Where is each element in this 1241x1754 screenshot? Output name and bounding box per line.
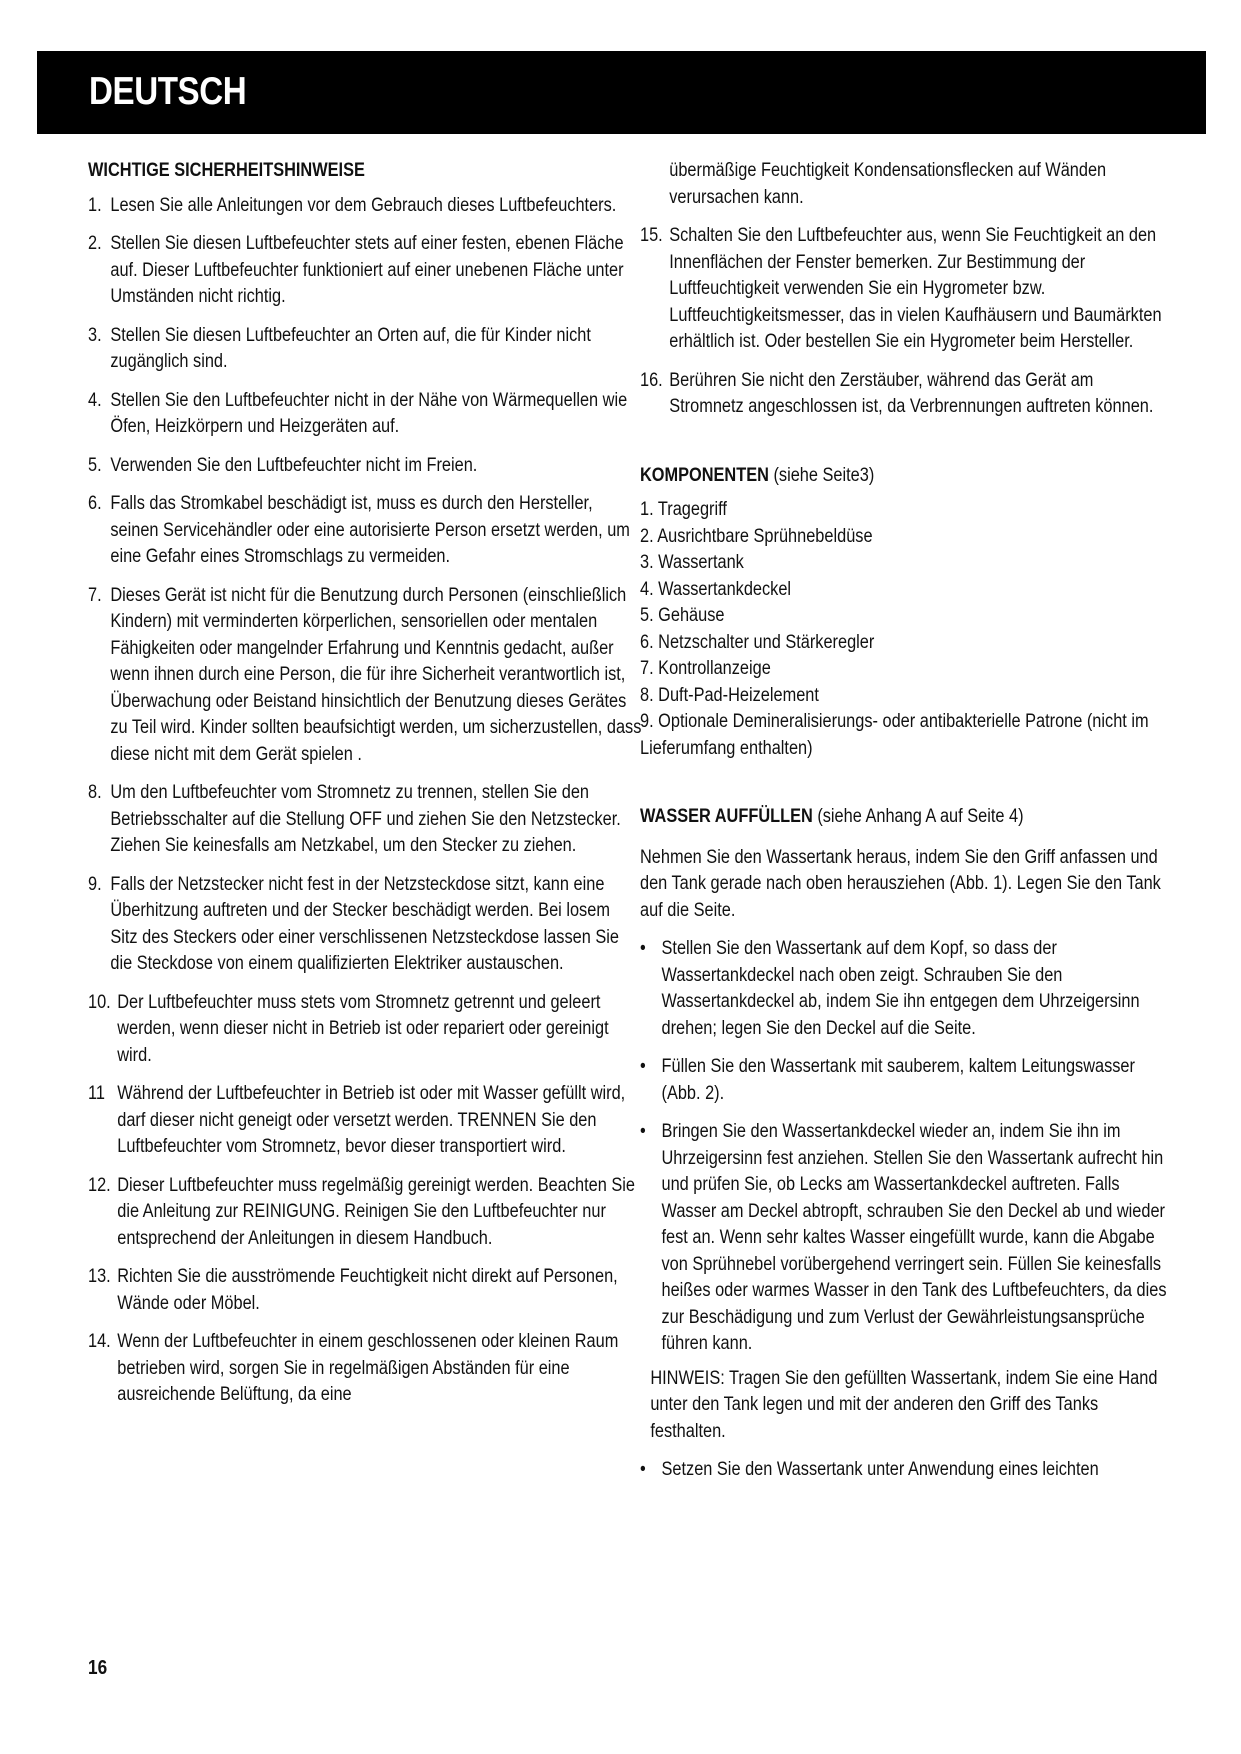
- list-item: [640, 368, 1169, 421]
- water-bullets-continued: [640, 1457, 1169, 1484]
- list-item: [88, 388, 642, 441]
- safety-list: [88, 193, 642, 1409]
- water-intro: Nehmen Sie den Wassertank heraus, indem Sie den Griff anfassen und den Tank gerade nach oben herausziehen (Abb. 1). Legen Sie den Tank auf die Seite.: [640, 846, 1161, 921]
- item-number: 9.: [88, 873, 102, 895]
- list-item: 6. Netzschalter und Stärkeregler: [640, 631, 875, 653]
- components-title: KOMPONENTEN: [640, 464, 769, 486]
- list-item: [88, 872, 642, 978]
- list-item-continued: [640, 158, 1169, 211]
- item-number: 11: [88, 1083, 105, 1104]
- list-item: 8. Duft-Pad-Heizelement: [640, 684, 819, 706]
- list-item: [640, 1119, 1169, 1358]
- item-text: Richten Sie die ausströmende Feuchtigkeit nicht direkt auf Personen, Wände oder Möbel.: [117, 1266, 618, 1314]
- item-number: 15.: [640, 225, 663, 246]
- item-text: Dieses Gerät ist nicht für die Benutzung durch Personen (einschließlich Kindern) mit verminderten körperlichen, sensoriellen oder mentalen Fähigkeiten oder mangelnder Erfahrung und Kenntnis gedacht, außer wenn ihnen durch eine Person, die für ihre Sicherheit verantwortlich ist, Überwachung oder Beistand hinsichtlich der Benutzung dieses Gerätes zu Teil wird. Kinder sollten beaufsichtigt werden, um sicherzustellen, dass diese nicht mit dem Gerät spielen .: [110, 584, 642, 765]
- item-text: Füllen Sie den Wassertank mit sauberem, kaltem Leitungswasser (Abb. 2).: [661, 1056, 1135, 1104]
- right-column: [640, 158, 1170, 1484]
- item-number: 10.: [88, 991, 111, 1013]
- item-text: Lesen Sie alle Anleitungen vor dem Gebrauch dieses Luftbefeuchters.: [110, 194, 617, 216]
- bullet-marker: •: [640, 1056, 646, 1077]
- water-subtitle: (siehe Anhang A auf Seite 4): [812, 806, 1024, 827]
- item-text: Während der Luftbefeuchter in Betrieb ist oder mit Wasser gefüllt wird, darf dieser nicht geneigt oder versetzt werden. TRENNEN Sie den Luftbefeuchter vom Stromnetz, bevor dieser transportiert wird.: [117, 1083, 626, 1157]
- components-list: [640, 497, 1169, 762]
- list-item: 1. Tragegriff: [640, 499, 727, 520]
- list-item: 5. Gehäuse: [640, 605, 725, 626]
- list-item: 4. Wassertankdeckel: [640, 578, 792, 600]
- bullet-marker: •: [640, 938, 646, 959]
- item-number: 7.: [88, 584, 102, 606]
- page-title: DEUTSCH: [89, 70, 247, 113]
- item-number: 3.: [88, 324, 102, 346]
- item-text: übermäßige Feuchtigkeit Kondensationsflecken auf Wänden verursachen kann.: [669, 160, 1107, 208]
- item-number: 16.: [640, 369, 663, 391]
- item-text: Falls der Netzstecker nicht fest in der Netzsteckdose sitzt, kann eine Überhitzung auftreten und der Stecker beschädigt werden. Bei losem Sitz des Steckers oder einer verschlissenen Netzsteckdose lassen Sie die Steckdose von einem qualifizierten Elektriker austauschen.: [110, 873, 619, 974]
- item-text: Um den Luftbefeuchter vom Stromnetz zu trennen, stellen Sie den Betriebsschalter auf die Stellung OFF und ziehen Sie den Netzstecker. Ziehen Sie keinesfalls am Netzkabel, um den Stecker zu ziehen.: [110, 782, 621, 856]
- list-item: [88, 1264, 642, 1317]
- item-text: Falls das Stromkabel beschädigt ist, muss es durch den Hersteller, seinen Servicehändler oder eine autorisierte Person ersetzt werden, um eine Gefahr eines Stromschlags zu vermeiden.: [110, 493, 630, 567]
- item-number: 6.: [88, 493, 102, 514]
- item-text: Setzen Sie den Wassertank unter Anwendung eines leichten: [661, 1459, 1099, 1480]
- components-heading: [640, 463, 1169, 490]
- list-item: [88, 1173, 642, 1253]
- left-column: [88, 158, 643, 1409]
- item-text: Stellen Sie den Wassertank auf dem Kopf, so dass der Wassertankdeckel nach oben zeigt. Schrauben Sie den Wassertankdeckel ab, indem Sie ihn entgegen dem Uhrzeigersinn drehen; legen Sie den Deckel auf die Seite.: [661, 938, 1140, 1039]
- water-bullets: [640, 936, 1169, 1358]
- list-item: [640, 936, 1169, 1042]
- list-item: [88, 1081, 642, 1161]
- item-text: Stellen Sie diesen Luftbefeuchter stets auf einer festen, ebenen Fläche auf. Dieser Luftbefeuchter funktioniert auf einer unebenen Fläche unter Umständen nicht richtig.: [110, 233, 624, 307]
- list-item: [88, 990, 642, 1070]
- list-item: [88, 780, 642, 860]
- bullet-marker: •: [640, 1459, 646, 1480]
- item-number: 12.: [88, 1174, 111, 1196]
- list-item: [640, 223, 1169, 356]
- list-item: 9. Optionale Demineralisierungs- oder antibakterielle Patrone (nicht im Lieferumfang enthalten): [640, 711, 1149, 759]
- list-item: 7. Kontrollanzeige: [640, 658, 771, 679]
- item-number: 1.: [88, 194, 102, 216]
- list-item: [88, 453, 642, 480]
- list-item: [88, 231, 642, 311]
- list-item: [88, 193, 642, 220]
- list-item: [88, 583, 642, 769]
- list-item: [640, 1054, 1169, 1107]
- item-number: 14.: [88, 1331, 111, 1352]
- item-number: 4.: [88, 389, 102, 411]
- list-item: [88, 491, 642, 571]
- safety-heading: WICHTIGE SICHERHEITSHINWEISE: [88, 160, 365, 181]
- list-item: 2. Ausrichtbare Sprühnebeldüse: [640, 525, 873, 547]
- item-number: 5.: [88, 454, 102, 476]
- page-number: 16: [88, 1657, 108, 1679]
- bullet-marker: •: [640, 1121, 646, 1142]
- components-subtitle: (siehe Seite3): [768, 464, 875, 486]
- item-number: 8.: [88, 782, 102, 803]
- safety-list-continued: [640, 223, 1169, 421]
- item-number: 13.: [88, 1266, 111, 1287]
- item-text: Der Luftbefeuchter muss stets vom Stromnetz getrennt und geleert werden, wenn dieser nicht in Betrieb ist oder repariert oder gereinigt wird.: [117, 991, 609, 1066]
- item-number: 2.: [88, 233, 102, 254]
- item-text: Verwenden Sie den Luftbefeuchter nicht im Freien.: [110, 454, 478, 476]
- list-item: 3. Wassertank: [640, 552, 744, 573]
- item-text: Dieser Luftbefeuchter muss regelmäßig gereinigt werden. Beachten Sie die Anleitung zur REINIGUNG. Reinigen Sie den Luftbefeuchter nur entsprechend der Anleitungen in diesem Handbuch.: [117, 1174, 635, 1249]
- list-item: [88, 323, 642, 376]
- list-item: [88, 1329, 642, 1409]
- list-item: [640, 1457, 1169, 1484]
- water-title: WASSER AUFFÜLLEN: [640, 806, 813, 827]
- note-text: HINWEIS: Tragen Sie den gefüllten Wassertank, indem Sie eine Hand unter den Tank legen und mit der anderen den Griff des Tanks festhalten.: [650, 1367, 1158, 1442]
- item-text: Wenn der Luftbefeuchter in einem geschlossenen oder kleinen Raum betrieben wird, sorgen Sie in regelmäßigen Abständen für eine ausreichende Belüftung, da eine: [117, 1331, 619, 1405]
- item-text: Schalten Sie den Luftbefeuchter aus, wenn Sie Feuchtigkeit an den Innenflächen der Fenster bemerken. Zur Bestimmung der Luftfeuchtigkeit verwenden Sie ein Hygrometer bzw. Luftfeuchtigkeitsmesser, das in vielen Kaufhäusern und Baumärkten erhältlich ist. Oder bestellen Sie ein Hygrometer beim Hersteller.: [669, 225, 1162, 352]
- water-heading: [640, 804, 1169, 831]
- item-text: Stellen Sie den Luftbefeuchter nicht in der Nähe von Wärmequellen wie Öfen, Heizkörpern und Heizgeräten auf.: [110, 389, 628, 437]
- item-text: Berühren Sie nicht den Zerstäuber, während das Gerät am Stromnetz angeschlossen ist, da Verbrennungen auftreten können.: [669, 369, 1154, 417]
- item-text: Bringen Sie den Wassertankdeckel wieder an, indem Sie ihn im Uhrzeigersinn fest anziehen. Stellen Sie den Wassertank aufrecht hin und prüfen Sie, ob Lecks am Wassertankdeckel auftreten. Falls Wasser am Deckel abtropft, schrauben Sie den Deckel ab und wieder fest an. Wenn sehr kaltes Wasser eingefüllt wurde, kann die Abgabe von Sprühnebel vorübergehend verringert sein. Füllen Sie keinesfalls heißes oder warmes Wasser in den Tank des Luftbefeuchters, da dies zur Beschädigung und zum Verlust der Gewährleistungsansprüche führen kann.: [661, 1121, 1167, 1354]
- item-text: Stellen Sie diesen Luftbefeuchter an Orten auf, die für Kinder nicht zugänglich sind.: [110, 324, 591, 372]
- header-bar: [37, 51, 1206, 134]
